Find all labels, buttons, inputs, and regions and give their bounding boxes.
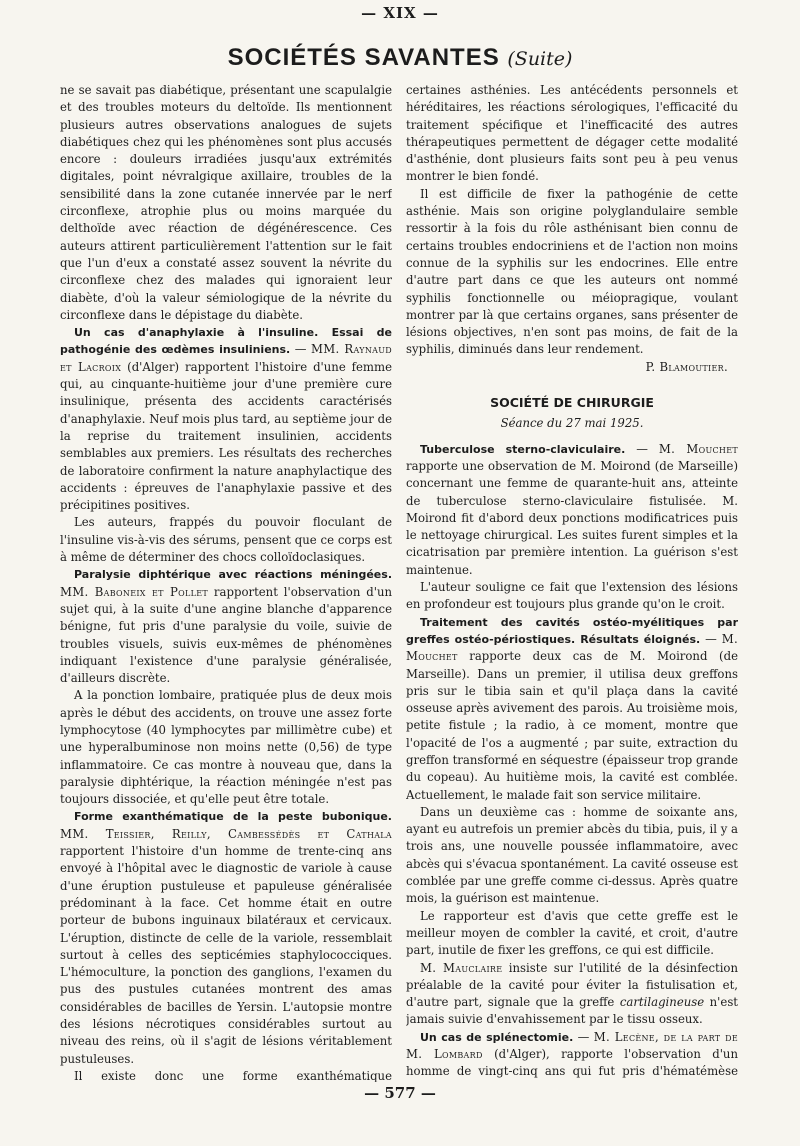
paragraph: A la ponction lombaire, pratiquée plus de deux mois après le début des accidents, on trouve une assez forte lymphocytose (40 lymphocytes par millimètre cube) et une hyperalbuminose non moins nette (0,56) de type inflammatoire. Ce cas montre à nouveau que, dans la paralysie diphtérique, la réaction méningée n'est pas toujours dissociée, et qu'elle peut être totale. [60,688,392,807]
left-column [60,82,392,1082]
signature: P. Blamoutier. [645,359,728,374]
roman-page-number: — XIX — [361,4,439,22]
article-authors: M. Mouchet [658,441,738,456]
article-title: Un cas d'anaphylaxie à l'insuline. Essai de pathogénie des œdèmes insuliniens. [60,326,392,357]
article-splenectomie: Un cas de splénectomie. — M. Lecène, de la part de M. Lombard (d'Alger), rapporte l'observation d'un homme de vingt-cinq ans qui fut pris d'hématémèse [406,1029,738,1082]
paragraph: Il existe donc une forme exanthématique [74,1068,392,1082]
article-title: Paralysie diphtérique avec réactions méningées. [74,568,392,582]
paragraph: Les auteurs, frappés du pouvoir floculant de l'insuline vis-à-vis des sérums, pensent que ce corps est à même de déterminer des chocs colloïdoclasiques. [60,515,392,565]
article-text: (d'Alger) rapportent l'histoire d'une femme qui, au cinquante-huitième jour d'une première cure insulinique, présenta des accidents caractérisés d'anaphylaxie. Neuf mois plus tard, au septième jour de la reprise du traitement insulinien, accidents semblables aux premiers. Les résultats des recherches de laboratoire confirment la nature anaphylactique des accidents : épreuves de l'anaphylaxie passive et des précipitines positives. [60,359,392,513]
paragraph: Le rapporteur est d'avis que cette greffe est le meilleur moyen de combler la cavité, et croit, d'autre part, inutile de fixer les greffons, ce qui est difficile. [406,908,738,958]
article-title: Un cas de splénectomie. [420,1030,574,1044]
article-italic-term: cartilagineuse [619,995,705,1010]
article-text: rapporte deux cas de M. Moirond (de Marseille). Dans un premier, il utilisa deux greffons pris sur le tibia sain et qu'il plaça dans la cavité osseuse après avivement des parois. Au troisième mois, petite fistule ; la radio, à ce moment, montre que l'opacité de l'os a augmenté ; par suite, extraction du greffon transformé en séquestre (épaisseur trop grande du copeau). Au huitième mois, la cavité est comblée. Actuellement, le malade fait son service militaire. [406,649,738,802]
paragraph: ne se savait pas diabétique, présentant une scapulalgie et des troubles moteurs du deltoïde. Ils mentionnent plusieurs autres observations analogues de sujets diabétiques chez qui les phénomènes sont plus accusés encore : douleurs irradiées jusqu'aux extrémités digitales, point névralgique axillaire, troubles de la sensibilité dans la zone cutanée innervée par le nerf circonflexe, atrophie plus ou moins marquée du delthoïde avec réaction de dégénérescence. Ces auteurs attirent particulièrement l'attention sur le fait que l'un d'eux a constaté assez souvent la névrite du circonflexe chez des malades qui ignoraient leur diabète, d'où la valeur sémiologique de la névrite du circonflexe dans le dépistage du diabète. [60,83,392,322]
journal-name: SOCIÉTÉS SAVANTES [227,44,500,71]
article-text: rapporte une observation de M. Moirond (de Marseille) concernant une femme de quarante-huit ans, atteinte de tuberculose sterno-claviculaire fistulisée. M. Moirond fit d'abord deux ponctions modificatrices puis le nettoyage chirurgical. Les suites furent simples et la cicatrisation par première intention. La guérison s'est maintenue. [406,458,738,577]
article-authors: MM. Baboneix et Pollet [60,584,209,599]
article-text: rapportent l'histoire d'un homme de trente-cinq ans envoyé à l'hôpital avec le diagnostic de variole à cause d'une éruption pustuleuse et papuleuse généralisée prédominant à la face. Cet homme était en outre porteur de bubons inguinaux bilatéraux et cervicaux. L'éruption, distincte de celle de la variole, ressemblait surtout à celles des septicémies staphylococciques. L'hémoculture, la ponction des ganglions, l'examen du pus des pustules cutanées montrent des amas considérables de bacilles de Yersin. L'autopsie montre des lésions nécrotiques considérables surtout au niveau des reins, où il s'agit de lésions véritablement pustuleuses. [60,844,392,1066]
article-authors: M. Lecène, de la part de M. Lombard [406,1029,738,1062]
section-title: SOCIÉTÉ DE CHIRURGIE [490,395,654,411]
article-text: n'est jamais suivie d'envahissement par le tissu osseux. [406,995,738,1027]
article-text: rapportent l'observation d'un sujet qui, à la suite d'une angine blanche d'apparence bénigne, fut pris d'une paralysie du voile, suivie de troubles visuels, suivis eux-mêmes de phénomènes indiquant l'existence d'une paralysie généralisée, d'ailleurs discrète. [60,584,392,686]
article-greffes: Traitement des cavités ostéo-myélitiques par greffes ostéo-périostiques. Résultats éloignés. — M. Mouchet rapporte deux cas de M. Moirond (de Marseille). Dans un premier, il utilisa deux greffons pris sur le tibia sain et qu'il plaça dans la cavité osseuse après avivement des parois. Au troisième mois, petite fistule ; la radio, à ce moment, montre que l'opacité de l'os a augmenté ; par suite, extraction du greffon transformé en séquestre (épaisseur trop grande du copeau). Au huitième mois, la cavité est comblée. Actuellement, le malade fait son service militaire. [406,615,738,802]
article-text: insiste sur l'utilité de la désinfection préalable de la cavité pour éviter la fistulisation et, d'autre part, signale que la greffe [406,960,738,1010]
article-peste [60,808,392,1067]
article-text: (d'Alger), rapporte l'observation d'un homme de vingt-cinq ans qui fut pris d'hématémèse [406,1047,738,1079]
article-authors: MM. Teissier, Reilly, Cambessédès et Cathala [60,826,392,841]
article-title: Tuberculose sterno-claviculaire. [420,442,626,456]
article-authors: M. Mauclaire [420,960,503,975]
paragraph: Dans un deuxième cas : homme de soixante ans, ayant eu autrefois un premier abcès du tibia, puis, il y a trois ans, une nouvelle poussée inflammatoire, avec abcès qui s'évacua spontanément. La cavité osseuse est comblée par une greffe comme ci-dessus. Après quatre mois, la guérison est maintenue. [406,804,738,906]
right-column [406,82,738,1082]
paragraph: Il est difficile de fixer la pathogénie de cette asthénie. Mais son origine polyglandulaire semble ressortir à la fois du rôle asthénisant bien connu de certains troubles endocriniens et de l'action non moins connue de la syphilis sur les endocrines. Elle entre d'autre part dans ce que les auteurs ont nommé syphilis fonctionnelle ou méiopragique, voulant montrer par là que certains organes, sans présenter de lésions objectives, n'en sont pas moins, de fait de la syphilis, diminués dans leur rendement. [406,186,738,357]
page-number: — 577 — [364,1084,436,1102]
article-title: Forme exanthématique de la peste bubonique. [74,810,392,824]
article-title: Traitement des cavités ostéo-myélitiques par greffes ostéo-périostiques. Résultats éloignés. [406,615,738,646]
journal-title [0,44,800,72]
article-authors: MM. Raynaud et Lacroix [60,342,392,374]
article-authors: M. Mouchet [406,631,738,664]
article-tuberculose: Tuberculose sterno-claviculaire. — M. Mouchet rapporte une observation de M. Moirond (de Marseille) concernant une femme de quarante-huit ans, atteinte de tuberculose sterno-claviculaire fistulisée. M. Moirond fit d'abord deux ponctions modificatrices puis le nettoyage chirurgical. Les suites furent simples et la cicatrisation par première intention. La guérison s'est maintenue. [406,441,738,577]
article-mauclaire [406,960,738,1029]
article-paralysie [60,566,392,687]
paragraph: L'auteur souligne ce fait que l'extension des lésions en profondeur est toujours plus grande qu'on le croit. [406,580,738,612]
paragraph: certaines asthénies. Les antécédents personnels et héréditaires, les réactions sérologiques, l'efficacité du traitement spécifique et l'inefficacité des autres thérapeutiques permettent de dégager cette modalité d'asthénie, dont plusieurs faits sont peu à peu venus montrer le bien fondé. [406,83,738,184]
journal-suite: (Suite) [507,48,573,70]
section-date: Séance du 27 mai 1925. [500,416,644,431]
article-anaphylaxie: Un cas d'anaphylaxie à l'insuline. Essai de pathogénie des œdèmes insuliniens. — MM. Raynaud et Lacroix (d'Alger) rapportent l'histoire d'une femme qui, au cinquante-huitième jour d'une première cure insulinique, présenta des accidents caractérisés d'anaphylaxie. Neuf mois plus tard, au septième jour de la reprise du traitement insulinien, accidents semblables aux premiers. Les résultats des recherches de laboratoire confirment la nature anaphylactique des accidents : épreuves de l'anaphylaxie passive et des précipitines positives. [60,326,392,513]
